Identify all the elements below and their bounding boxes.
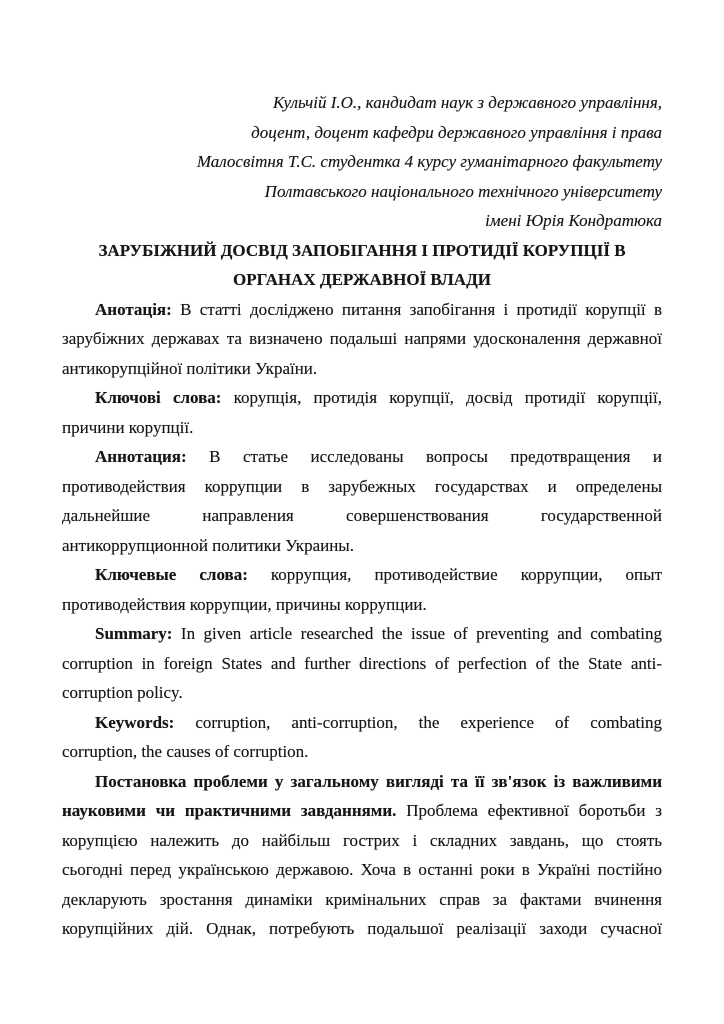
keywords-ru: [62, 560, 662, 619]
text-line: [62, 354, 662, 384]
text-line: [62, 708, 662, 738]
text-run: Кульчій І.О., кандидат наук з державного управління,: [273, 93, 662, 112]
text-run: In given article researched the issue of preventing and combating: [172, 624, 662, 643]
summary-en: [62, 619, 662, 708]
text-run: corruption in foreign States and further directions of perfection of the State anti-: [62, 653, 662, 673]
author-line: [62, 88, 662, 118]
text-line: [62, 442, 662, 472]
text-run: противодействия коррупции в зарубежных государствах и определены: [62, 476, 662, 496]
abstract-uk: [62, 295, 662, 384]
bold-run: Аннотация:: [95, 447, 187, 466]
text-line: [62, 767, 662, 797]
bold-run: Ключові слова:: [95, 388, 222, 407]
text-run: Проблема ефективної боротьби з: [396, 801, 662, 820]
text-line: [62, 737, 662, 767]
text-run: імені Юрія Кондратюка: [485, 211, 662, 230]
text-run: корупція, протидія корупції, досвід протидії корупції,: [221, 388, 662, 407]
text-run: корупційних дій. Однак, потребують подальшої реалізації заходи сучасної: [62, 919, 662, 938]
text-run: Малосвітня Т.С. студентка 4 курсу гуманітарного факультету: [196, 152, 662, 171]
author-line: [62, 118, 662, 148]
text-run: корупцією належить до найбільш гострих і складних завдань, що стоять: [62, 830, 662, 850]
text-line: [62, 413, 662, 443]
keywords-uk: [62, 383, 662, 442]
text-line: [62, 590, 662, 620]
text-run: ОРГАНАХ ДЕРЖАВНОЇ ВЛАДИ: [233, 270, 491, 289]
title-line: [62, 265, 662, 295]
bold-run: Анотація:: [95, 299, 172, 319]
text-line: [62, 501, 662, 531]
bold-run: науковими чи практичними завданнями.: [62, 801, 397, 820]
author-line: [62, 147, 662, 177]
text-run: коррупция, противодействие коррупции, опыт: [247, 565, 662, 584]
text-run: зарубіжних державах та визначено подальші напрями удосконалення державної: [62, 329, 662, 348]
text-line: [62, 560, 662, 590]
text-line: [62, 619, 662, 649]
text-run: антикорупційної політики України.: [62, 358, 318, 378]
author-line: [62, 206, 662, 236]
text-run: противодействия коррупции, причины коррупции.: [62, 594, 427, 614]
text-line: [62, 678, 662, 708]
abstract-ru: [62, 442, 662, 560]
text-run: причини корупції.: [62, 417, 194, 437]
text-line: [62, 383, 662, 413]
text-run: corruption policy.: [62, 683, 183, 702]
text-run: доцент, доцент кафедри державного управління і права: [251, 122, 662, 142]
text-run: дальнейшие направления совершенствования государственной: [62, 506, 662, 525]
text-line: [62, 855, 662, 885]
problem-statement: [62, 767, 662, 944]
text-line: [62, 649, 662, 679]
text-run: ЗАРУБІЖНИЙ ДОСВІД ЗАПОБІГАННЯ І ПРОТИДІЇ КОРУПЦІЇ В: [98, 240, 626, 260]
text-run: corruption, anti-corruption, the experience of combating: [174, 712, 662, 732]
text-line: [62, 796, 662, 826]
text-run: corruption, the causes of corruption.: [62, 742, 309, 761]
text-line: [62, 914, 662, 944]
text-line: [62, 472, 662, 502]
text-line: [62, 295, 662, 325]
text-line: [62, 885, 662, 915]
keywords-en: [62, 708, 662, 767]
article-title: [62, 236, 662, 295]
text-run: В статье исследованы вопросы предотвращения и: [186, 447, 662, 466]
text-line: [62, 324, 662, 354]
bold-run: Ключевые слова:: [95, 565, 248, 584]
text-run: сьогодні перед українською державою. Хоча в останні роки в Україні постійно: [62, 860, 662, 879]
title-line: [62, 236, 662, 266]
text-line: [62, 531, 662, 561]
text-run: Полтавського національного технічного університету: [264, 181, 662, 201]
bold-run: Постановка проблеми у загальному вигляді та її зв'язок із важливими: [95, 771, 662, 791]
text-run: антикоррупционной политики Украины.: [62, 535, 354, 555]
text-run: В статті досліджено питання запобігання і протидії корупції в: [171, 299, 662, 319]
bold-run: Keywords:: [95, 712, 175, 732]
bold-run: Summary:: [95, 624, 173, 643]
text-run: декларують зростання динаміки кримінальних справ за фактами вчинення: [62, 889, 662, 909]
text-line: [62, 826, 662, 856]
author-line: [62, 177, 662, 207]
author-block: [62, 88, 662, 236]
